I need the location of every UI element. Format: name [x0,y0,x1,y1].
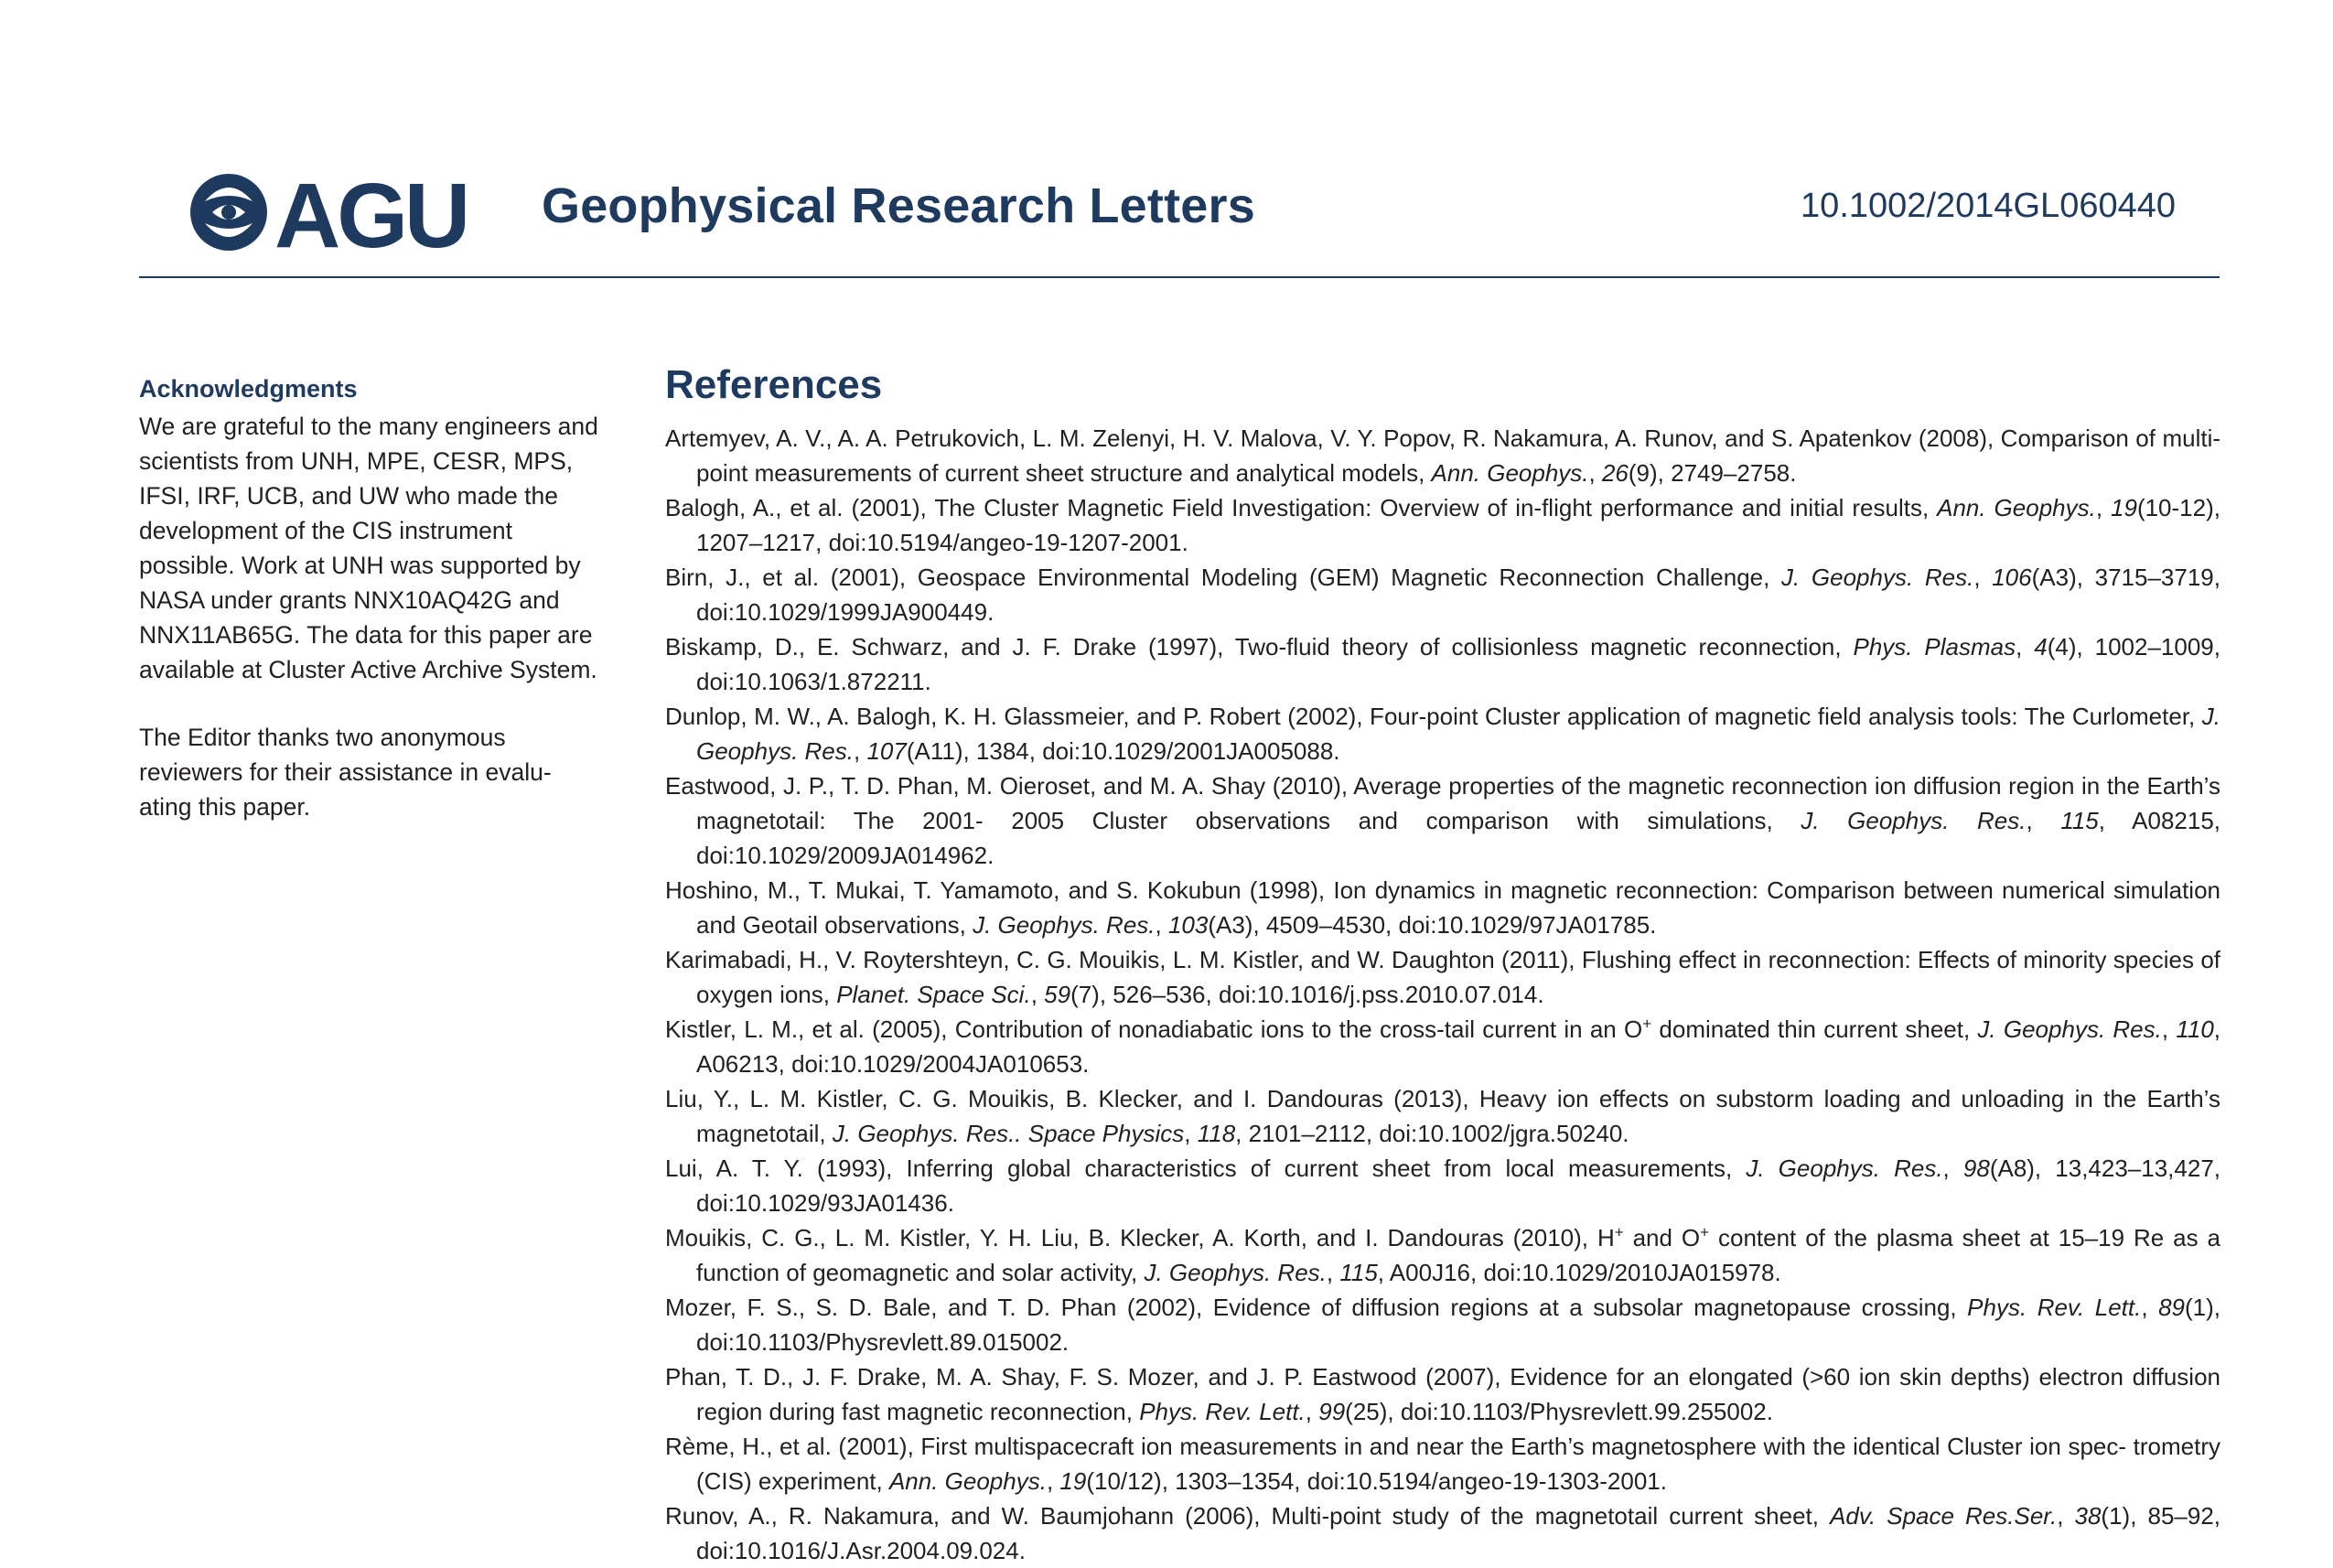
reference-pre: Artemyev, A. V., A. A. Petrukovich, L. M. Zelenyi, H. V. Malova, V. Y. Popov, R. Nakamura, A. Runov, and S. Apatenkov (2008), Comparison of multi-point measurements of current sheet structure and analytical models, [665,424,2220,487]
reference-mid: , [2057,1502,2075,1530]
reference-post: (A3), 3715–3719, doi:10.1029/1999JA900449. [696,564,2220,626]
reference-mid: , [1305,1398,1319,1425]
reference-mid: , [2026,807,2061,834]
reference-item [665,942,2220,1012]
editor-note: The Editor thanks two anonymous reviewers for their assistance in evalu- ating this paper. [139,724,552,821]
journal-header [139,137,2220,278]
reference-list [665,421,2220,1568]
reference-sup: + [1614,1223,1624,1241]
reference-item [665,490,2220,560]
agu-wordmark: AGU [274,165,468,256]
references-heading: References [665,362,883,407]
reference-post: (10/12), 1303–1354, doi:10.5194/angeo-19-1303-2001. [1086,1467,1667,1495]
reference-post: (A3), 4509–4530, doi:10.1029/97JA01785. [1208,911,1657,939]
reference-pre2: and O [1623,1224,1701,1251]
reference-mid: , [2016,633,2035,660]
reference-sup2: + [1700,1223,1710,1241]
reference-post: (A8), 13,423–13,427, doi:10.1029/93JA01436. [696,1155,2221,1217]
reference-post: , A00J16, doi:10.1029/2010JA015978. [1377,1259,1781,1286]
acknowledgments-text: We are grateful to the many engineers and scientists from UNH, MPE, CESR, MPS, IFSI, IRF, UCB, and UW who made the development of the CIS instrument possible. Work at UNH was supported by NASA under grants NNX10AQ42G and NNX11AB65G. The data for this paper are available at Cluster Active Archive System. [139,413,598,683]
reference-pre: Runov, A., R. Nakamura, and W. Baumjohann (2006), Multi-point study of the magnetotail current sheet, [665,1502,1831,1530]
reference-volume: 115 [2060,807,2099,834]
reference-pre: Hoshino, M., T. Mukai, T. Yamamoto, and S. Kokubun (1998), Ion dynamics in magnetic reconnection: Comparison between numerical simulation and Geotail observations, [665,876,2220,939]
reference-post: (1), 85–92, doi:10.1016/J.Asr.2004.09.024. [696,1502,2221,1564]
reference-journal: Ann. Geophys. [888,1467,1047,1495]
reference-mid: , [1326,1259,1340,1286]
reference-item [665,560,2220,629]
reference-volume: 19 [1059,1467,1087,1495]
reference-pre: Liu, Y., L. M. Kistler, C. G. Mouikis, B. Klecker, and I. Dandouras (2013), Heavy ion effects on substorm loading and unloading in the Earth’s magnetotail, [665,1085,2220,1147]
reference-mid: , [1155,911,1168,939]
reference-pre3: content of the plasma sheet at 15–19 Re as a function of geomagnetic and solar activity, [696,1224,2220,1286]
reference-mid: , [2141,1294,2159,1321]
reference-pre: Dunlop, M. W., A. Balogh, K. H. Glassmeier, and P. Robert (2002), Four-point Cluster application of magnetic field analysis tools: The Curlometer, [665,703,2202,730]
reference-item [665,1220,2220,1290]
reference-item [665,1498,2220,1568]
reference-pre: Balogh, A., et al. (2001), The Cluster Magnetic Field Investigation: Overview of in-flight performance and initial results, [665,494,1938,521]
reference-pre: Mozer, F. S., S. D. Bale, and T. D. Phan (2002), Evidence of diffusion regions at a subsolar magnetopause crossing, [665,1294,1968,1321]
reference-mid: , [1973,564,1993,591]
reference-post: (A11), 1384, doi:10.1029/2001JA005088. [906,737,1340,765]
reference-post: (1), doi:10.1103/Physrevlett.89.015002. [696,1294,2221,1356]
agu-logo [185,165,487,256]
reference-volume: 4 [2034,633,2048,660]
reference-journal: J. Geophys. Res.. Space Physics [832,1120,1185,1147]
references-section [665,362,2220,1568]
reference-mid: , [1588,459,1602,487]
reference-pre: Rème, H., et al. (2001), First multispacecraft ion measurements in and near the Earth’s magnetosphere with the identical Cluster ion spec- trometry (CIS) experiment, [665,1433,2220,1495]
reference-journal: Ann. Geophys. [1937,494,2096,521]
reference-volume: 110 [2176,1015,2214,1043]
reference-pre: Birn, J., et al. (2001), Geospace Environmental Modeling (GEM) Magnetic Reconnection Challenge, [665,564,1782,591]
reference-item [665,1429,2220,1498]
reference-pre: Karimabadi, H., V. Roytershteyn, C. G. Mouikis, L. M. Kistler, and W. Daughton (2011), Flushing effect in reconnection: Effects of minority species of oxygen ions, [665,946,2220,1008]
reference-journal: Planet. Space Sci. [836,981,1031,1008]
reference-volume: 107 [866,737,907,765]
reference-mid: , [1030,981,1045,1008]
reference-journal: Phys. Rev. Lett. [1139,1398,1306,1425]
reference-item [665,1081,2220,1151]
reference-volume: 26 [1601,459,1629,487]
reference-journal: J. Geophys. Res. [696,703,2220,765]
reference-item [665,768,2220,873]
reference-pre: Biskamp, D., E. Schwarz, and J. F. Drake (1997), Two-fluid theory of collisionless magnetic reconnection, [665,633,1854,660]
reference-post: (25), doi:10.1103/Physrevlett.99.255002. [1345,1398,1773,1425]
reference-journal: Phys. Rev. Lett. [1967,1294,2142,1321]
reference-mid: , [2161,1015,2177,1043]
reference-volume: 106 [1992,564,2032,591]
reference-mid: , [2095,494,2112,521]
reference-volume: 115 [1339,1259,1378,1286]
reference-sup: + [1642,1015,1652,1033]
article-doi: 10.1002/2014GL060440 [1801,187,2176,225]
reference-pre2: dominated thin current sheet, [1651,1015,1978,1043]
reference-post: (4), 1002–1009, doi:10.1063/1.872211. [696,633,2220,695]
reference-item [665,1151,2220,1220]
reference-post: (10-12), 1207–1217, doi:10.5194/angeo-19-1207-2001. [696,494,2220,556]
reference-pre: Lui, A. T. Y. (1993), Inferring global characteristics of current sheet from local measurements, [665,1155,1747,1182]
reference-journal: J. Geophys. Res. [1977,1015,2162,1043]
reference-journal: J. Geophys. Res. [1781,564,1974,591]
reference-post: , A08215, doi:10.1029/2009JA014962. [696,807,2221,869]
reference-mid: , [1046,1467,1060,1495]
reference-item [665,421,2220,490]
reference-item [665,629,2220,699]
reference-post: , A06213, doi:10.1029/2004JA010653. [696,1015,2221,1078]
reference-pre: Kistler, L. M., et al. (2005), Contribution of nonadiabatic ions to the cross-tail current in an O [665,1015,1643,1043]
reference-item [665,873,2220,942]
reference-volume: 38 [2074,1502,2102,1530]
reference-journal: J. Geophys. Res. [973,911,1156,939]
reference-journal: Adv. Space Res.Ser. [1830,1502,2058,1530]
reference-journal: J. Geophys. Res. [1746,1155,1943,1182]
reference-journal: J. Geophys. Res. [1801,807,2027,834]
reference-post: , 2101–2112, doi:10.1002/jgra.50240. [1235,1120,1629,1147]
reference-volume: 59 [1044,981,1071,1008]
reference-journal: J. Geophys. Res. [1144,1259,1327,1286]
reference-item [665,699,2220,768]
agu-emblem-icon [190,174,267,251]
reference-volume: 103 [1167,911,1209,939]
reference-pre: Eastwood, J. P., T. D. Phan, M. Oieroset, and M. A. Shay (2010), Average properties of the magnetic reconnection ion diffusion region in the Earth’s magnetotail: The 2001- 2005 Cluster observations and comparison with simulations, [665,772,2220,834]
reference-pre: Phan, T. D., J. F. Drake, M. A. Shay, F. S. Mozer, and J. P. Eastwood (2007), Evidence for an elongated (>60 ion skin depths) electron diffusion region during fast magnetic reconnection, [665,1363,2220,1425]
reference-mid: , [1184,1120,1198,1147]
reference-journal: Ann. Geophys. [1431,459,1589,487]
reference-volume: 19 [2111,494,2137,521]
acknowledgments-heading: Acknowledgments [139,375,358,403]
reference-mid: , [853,737,867,765]
journal-title: Geophysical Research Letters [542,178,1255,233]
reference-post: (9), 2749–2758. [1628,459,1797,487]
reference-item [665,1359,2220,1429]
reference-item [665,1012,2220,1081]
reference-journal: Phys. Plasmas [1853,633,2016,660]
reference-post: (7), 526–536, doi:10.1016/j.pss.2010.07.014. [1070,981,1544,1008]
reference-pre: Mouikis, C. G., L. M. Kistler, Y. H. Liu, B. Klecker, A. Korth, and I. Dandouras (2010), H [665,1224,1615,1251]
reference-volume: 98 [1962,1155,1990,1182]
reference-volume: 99 [1318,1398,1346,1425]
reference-item [665,1290,2220,1359]
reference-volume: 89 [2158,1294,2186,1321]
reference-volume: 118 [1197,1120,1236,1147]
reference-mid: , [1942,1155,1963,1182]
sidebar [139,375,606,824]
